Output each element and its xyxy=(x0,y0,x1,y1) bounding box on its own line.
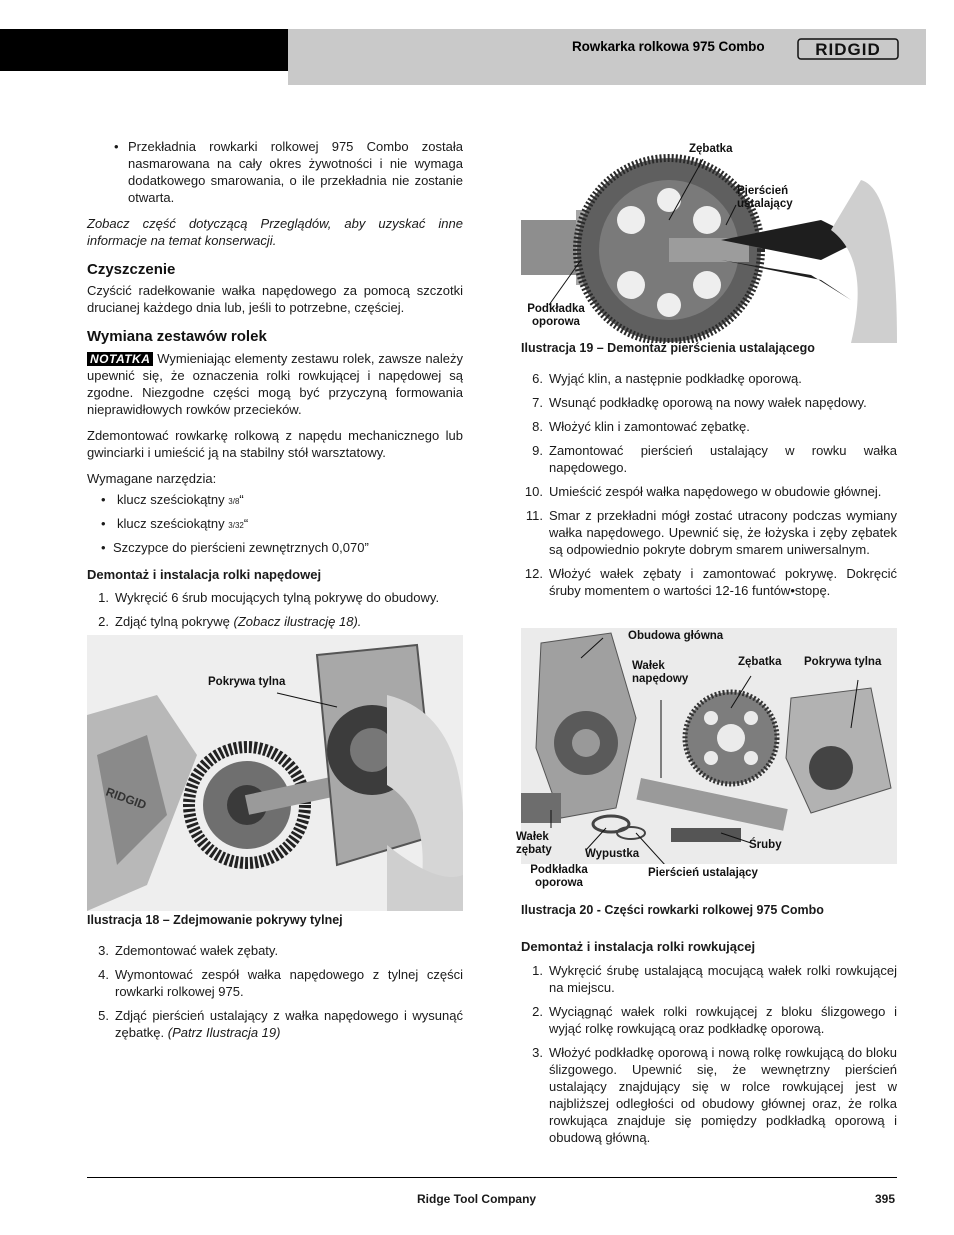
list-item: 8. Włożyć klin i zamontować zębatkę. xyxy=(532,419,750,434)
fig18-label-cover: Pokrywa tylna xyxy=(208,676,286,688)
list-item: 12. Włożyć wałek zębaty i zamontować pokrywę. Dokręcić śruby momentem o wartości 12-16 funtów•stopę. xyxy=(524,566,897,598)
heading-groove-roll: Demontaż i instalacja rolki rowkującej xyxy=(521,939,756,954)
fig20-label-gear: Zębatka xyxy=(738,656,782,668)
svg-text:RIDGID: RIDGID xyxy=(815,40,881,59)
list-item: 5. Zdjąć pierścień ustalający z wałka napędowego i wysunąć zębatkę. (Patrz Ilustracja 19) xyxy=(98,1008,463,1040)
steps-list-d xyxy=(521,962,897,1146)
svg-text:RIDGID: RIDGID xyxy=(103,784,149,813)
list-item: 1. Wykręcić 6 śrub mocujących tylną pokrywę do obudowy. xyxy=(98,590,440,605)
heading-cleaning: Czyszczenie xyxy=(87,261,176,278)
list-item: 9. Zamontować pierścień ustalający w rowku wałka napędowego. xyxy=(532,443,897,475)
tool-item: • Szczypce do pierścieni zewnętrznych 0,070” xyxy=(87,539,463,556)
tool-item: • klucz sześciokątny 3/8“ xyxy=(87,491,463,510)
fig20-label-washer: Podkładka oporowa xyxy=(530,864,588,889)
fig19-label-ring: Pierścień ustalający xyxy=(737,185,793,210)
notatka-paragraph xyxy=(87,350,463,418)
maintenance-note: Zobacz część dotyczącą Przeglądów, aby uzyskać inne informacje na temat konserwacji. xyxy=(87,216,463,248)
cleaning-text: Czyścić radełkowanie wałka napędowego za pomocą szczotki drucianej każdego dnia lub, jeśli to potrzebne, częściej. xyxy=(87,283,463,315)
fig20-label-driveshaft: Wałek napędowy xyxy=(632,660,689,685)
footer-company: Ridge Tool Company xyxy=(417,1192,537,1206)
list-item: 7. Wsunąć podkładkę oporową na nowy wałek napędowy. xyxy=(532,395,867,410)
figure-19-caption: Ilustracja 19 – Demontaż pierścienia ustalającego xyxy=(521,341,815,355)
figure-18-caption: Ilustracja 18 – Zdejmowanie pokrywy tylnej xyxy=(87,913,343,927)
steps-list-b-wrap xyxy=(87,942,463,1041)
heading-replace-rolls: Wymiana zestawów rolek xyxy=(87,328,267,345)
list-item: 2. Zdjąć tylną pokrywę (Zobacz ilustrację 18). xyxy=(98,614,362,629)
list-item: 3. Zdemontować wałek zębaty. xyxy=(98,943,279,958)
heading-drive-roll: Demontaż i instalacja rolki napędowej xyxy=(87,567,322,582)
steps-list-a xyxy=(87,589,463,630)
header-black-bar xyxy=(0,29,288,71)
steps-list-c-wrap xyxy=(521,370,897,599)
steps-list-c xyxy=(521,370,897,599)
list-item: 3. Włożyć podkładkę oporową i nową rolkę rowkującą do bloku ślizgowego. Upewnić się, że wewnętrzny pierścień ustalający znajdujący się w rolce rowkującej jest w najbliższej odległości od obudowy głównej oraz, że rolka rowkująca znajduje się pomiędzy podkładką oporową i obudową główną. xyxy=(532,1045,897,1145)
footer-rule xyxy=(87,1177,897,1178)
page-title: Rowkarka rolkowa 975 Combo xyxy=(572,39,765,54)
list-item: 1. Wykręcić śrubę ustalającą mocującą wałek rolki rowkującej na miejscu. xyxy=(532,963,897,995)
page-number: 395 xyxy=(875,1192,896,1206)
steps-list-b xyxy=(87,942,463,1041)
groove-roll-section xyxy=(521,938,897,1146)
tools-heading: Wymagane narzędzia: xyxy=(87,471,217,486)
list-item: 6. Wyjąć klin, a następnie podkładkę oporową. xyxy=(532,371,802,386)
fig20-label-bolts: Śruby xyxy=(749,839,782,851)
notatka-text: Wymieniając elementy zestawu rolek, zawsze należy upewnić się, że oznaczenia rolki rowkującej i napędowej są zgodne. Niezgodne części mogą być przyczyną formowania nieprawidłowych rowków przecieków. xyxy=(87,351,463,417)
fig19-label-washer: Podkładka oporowa xyxy=(527,303,585,328)
notatka-badge: NOTATKA xyxy=(87,352,153,366)
dismount-text: Zdemontować rowkarkę rolkową z napędu mechanicznego lub gwinciarki i umieścić ją na stabilny stół warsztatowy. xyxy=(87,428,463,460)
fig20-label-ring: Pierścień ustalający xyxy=(648,867,758,879)
list-item: 4. Wymontować zespół wałka napędowego z tylnej części rowkarki rolkowej 975. xyxy=(98,967,463,999)
lubrication-bullet: • Przekładnia rowkarki rolkowej 975 Combo została nasmarowana na cały okres żywotności i nie wymaga dodatkowego smarowania, o ile przekładnia nie zostanie otwarta. xyxy=(87,138,463,206)
fig20-label-housing: Obudowa główna xyxy=(628,630,724,642)
fig20-label-cover: Pokrywa tylna xyxy=(804,656,882,668)
list-item: 2. Wyciągnąć wałek rolki rowkującej z bloku ślizgowego i wyjąć rolkę rowkującą oraz podkładkę oporową. xyxy=(532,1004,897,1036)
fig19-label-gear: Zębatka xyxy=(689,143,733,155)
fig20-label-key: Wypustka xyxy=(585,848,640,860)
left-column xyxy=(87,138,463,630)
list-item: 10. Umieścić zespół wałka napędowego w obudowie głównej. xyxy=(524,484,882,499)
figure-20-caption: Ilustracja 20 - Części rowkarki rolkowej 975 Combo xyxy=(521,903,824,917)
tool-item: • klucz sześciokątny 3/32“ xyxy=(87,515,463,534)
fig20-label-pinion: Wałek zębaty xyxy=(516,831,552,856)
ridgid-logo xyxy=(797,36,899,62)
list-item: 11. Smar z przekładni mógł zostać utracony podczas wymiany wałka napędowego. Upewnić się, że łożyska i zęby zębatek są odpowiednio pokryte dobrym smarem uniwersalnym. xyxy=(525,508,897,557)
